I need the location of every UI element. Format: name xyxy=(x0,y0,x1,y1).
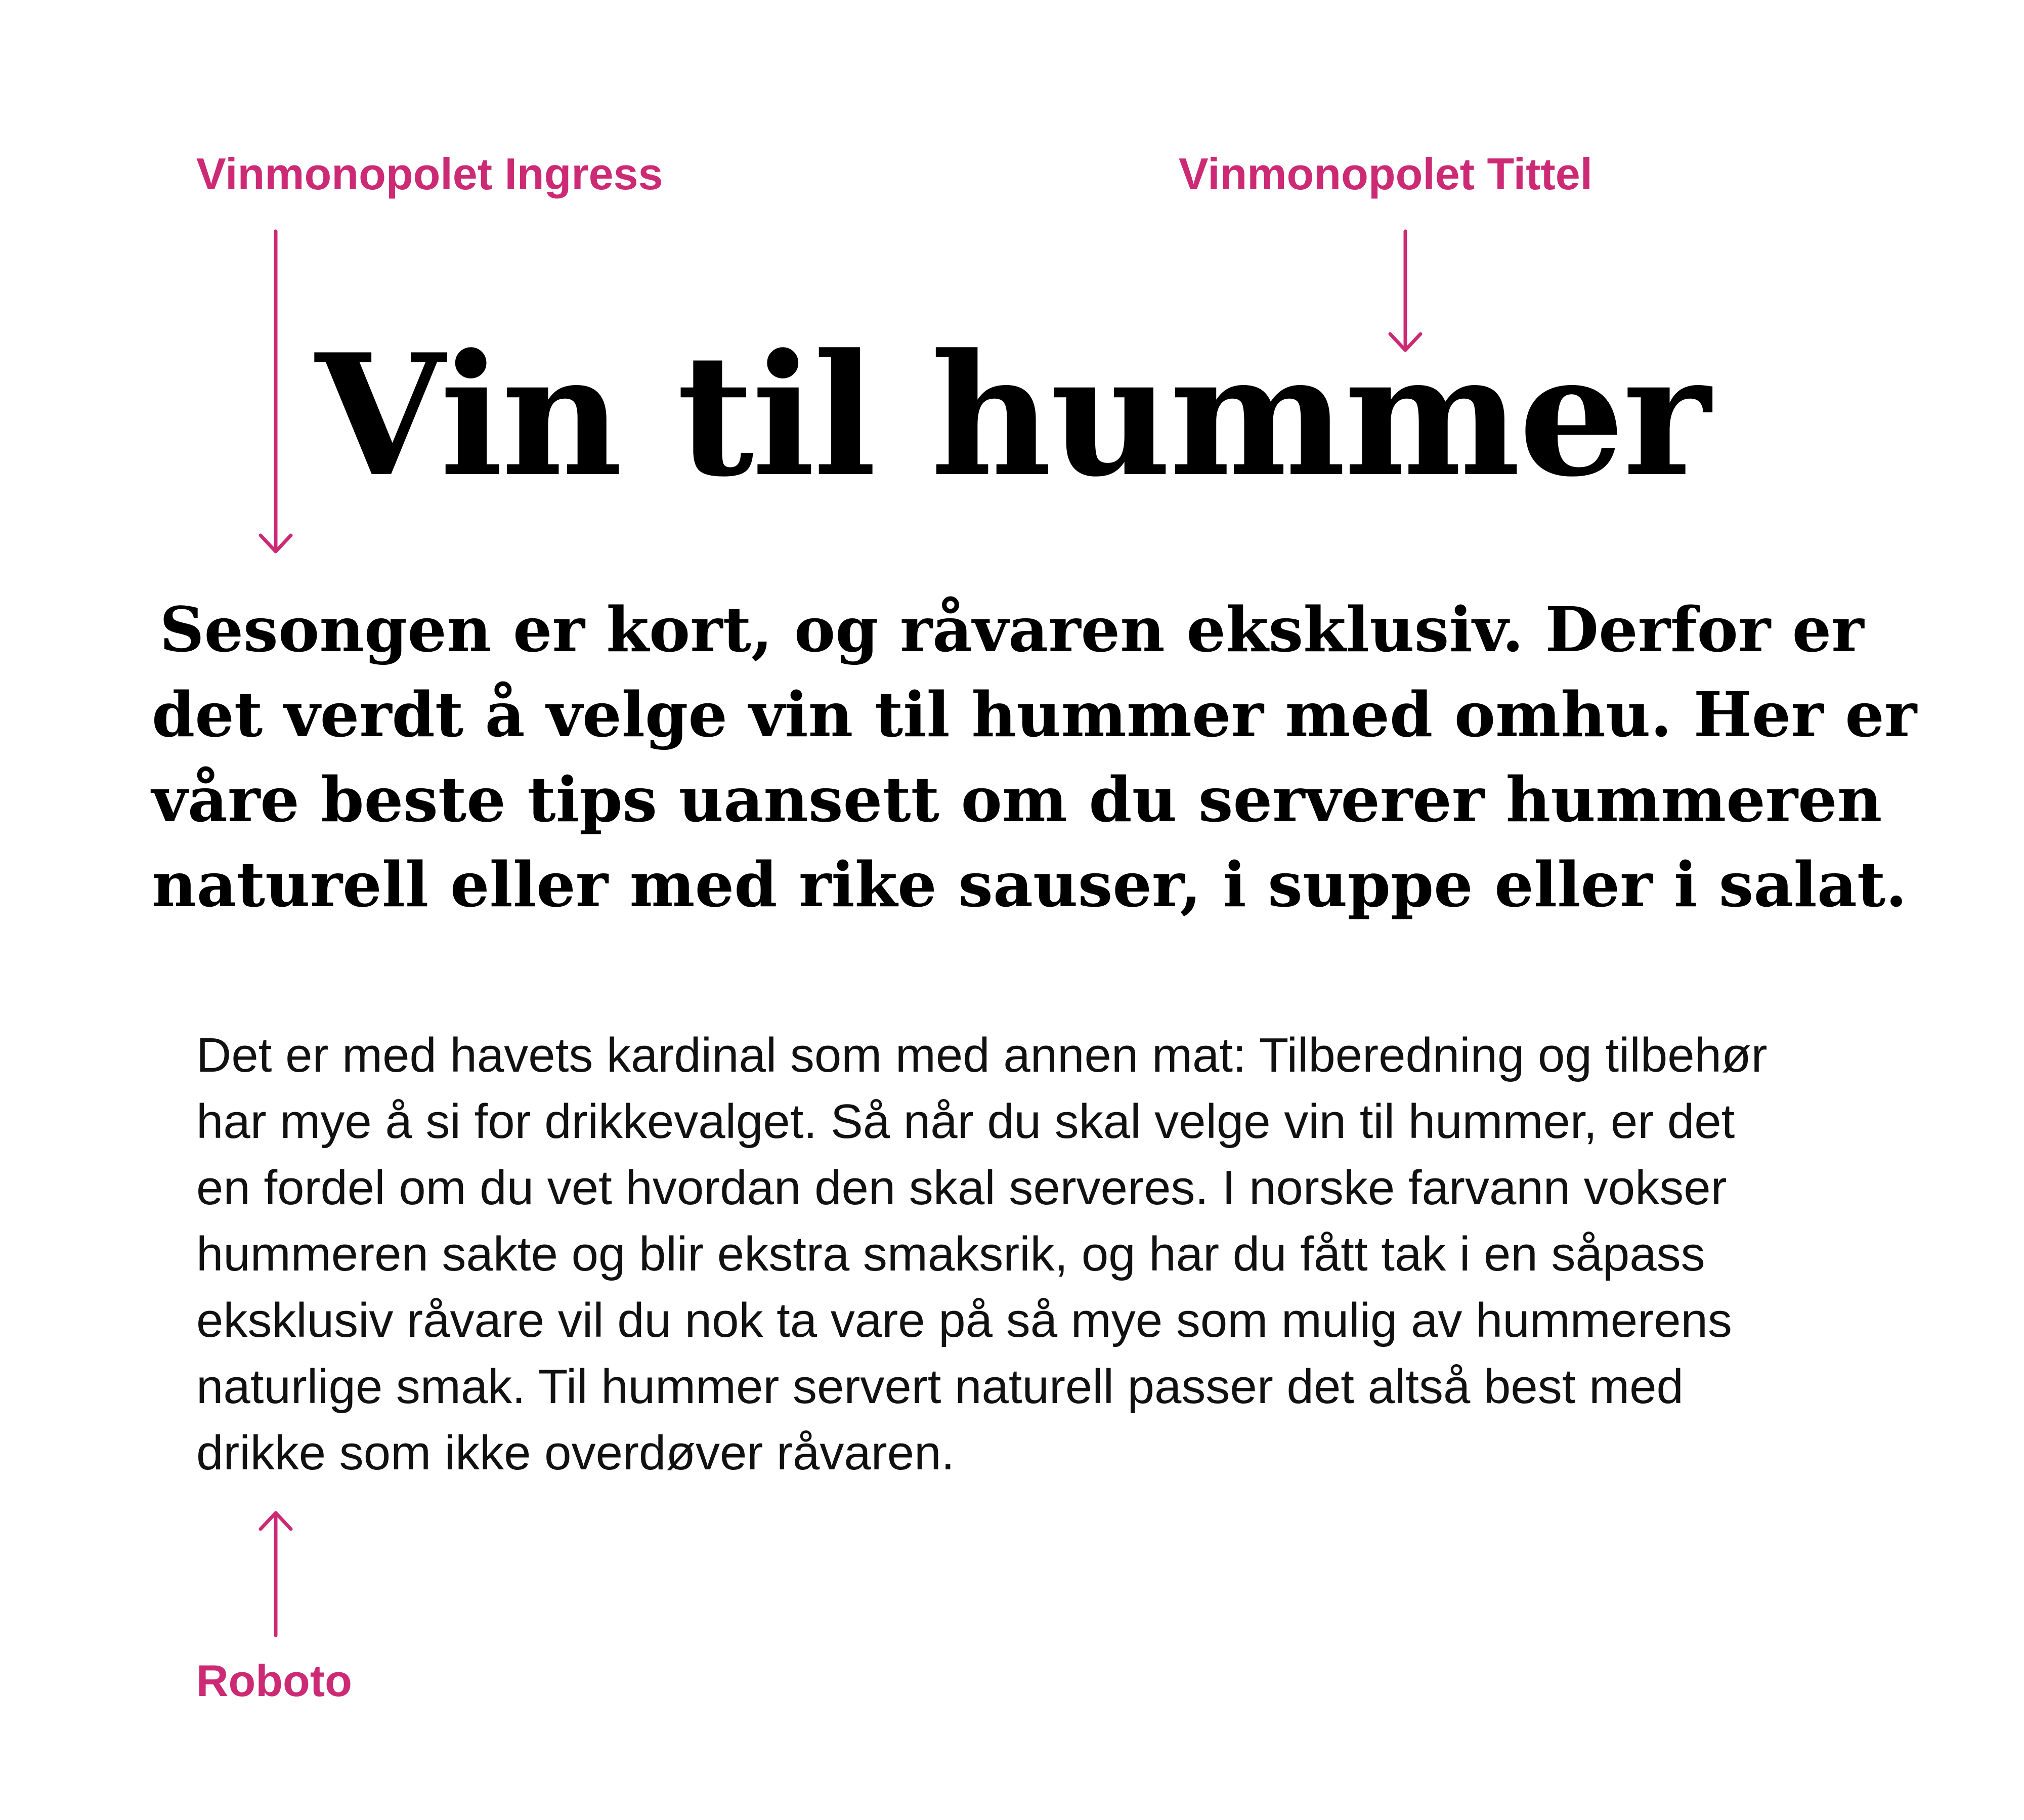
ingress-line: våre beste tips uansett om du serverer hummeren xyxy=(152,763,1882,836)
ingress-line: naturell eller med rike sauser, i suppe eller i salat. xyxy=(152,848,1907,921)
body-line: har mye å si for drikkevalget. Så når du skal velge vin til hummer, er det xyxy=(196,1094,1735,1149)
body-line: en fordel om du vet hvordan den skal serveres. I norske farvann vokser xyxy=(196,1161,1727,1215)
ingress-font-label: Vinmonopolet Ingress xyxy=(196,149,663,199)
ingress-line: det verdt å velge vin til hummer med omhu. Her er xyxy=(152,678,1917,751)
body-paragraph xyxy=(196,1022,1916,1486)
title-font-label: Vinmonopolet Tittel xyxy=(1179,149,1593,199)
arrow-up-roboto-icon xyxy=(261,1513,291,1635)
body-line: hummeren sakte og blir ekstra smaksrik, og har du fått tak i en såpass xyxy=(196,1227,1705,1281)
body-line: Det er med havets kardinal som med annen mat: Tilberedning og tilbehør xyxy=(196,1028,1768,1082)
body-line: naturlige smak. Til hummer servert naturell passer det altså best med xyxy=(196,1360,1684,1414)
ingress-line: Sesongen er kort, og råvaren eksklusiv. Derfor er xyxy=(159,593,1864,666)
page-title: Vin til hummer xyxy=(315,317,1709,514)
body-line: eksklusiv råvare vil du nok ta vare på så mye som mulig av hummerens xyxy=(196,1293,1732,1347)
body-line: drikke som ikke overdøver råvaren. xyxy=(196,1426,955,1480)
body-font-label: Roboto xyxy=(196,1656,352,1706)
ingress-paragraph xyxy=(152,587,1917,927)
